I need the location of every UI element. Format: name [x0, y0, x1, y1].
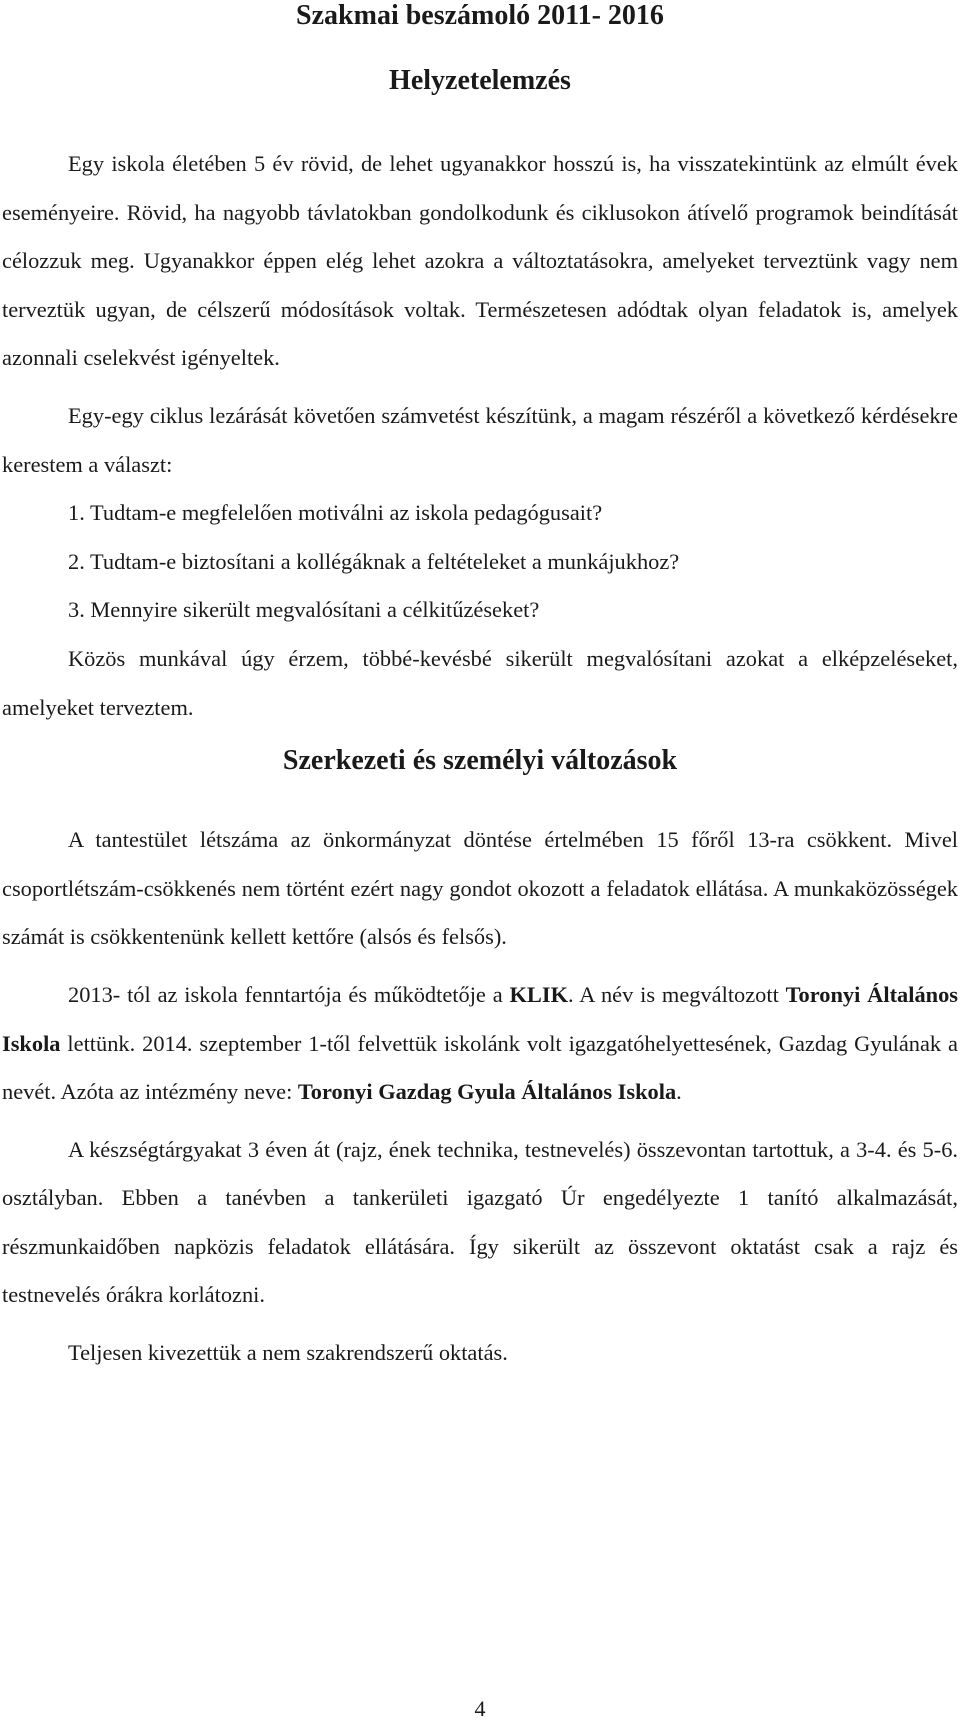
page-content: [2, 0, 958, 1378]
text-run: 2013- tól az iskola fenntartója és működtetője a: [68, 981, 510, 1007]
paragraph-skill-subjects: A készségtárgyakat 3 éven át (rajz, ének technika, testnevelés) összevontan tartottuk, a 3-4. és 5-6. osztályban. Ebben a tanévben a tankerületi igazgató Úr engedélyezte 1 tanító alkalmazását, részmunkaidőben napközis feladatok ellátására. Így sikerült az összevont oktatást csak a rajz és testnevelés órákra korlátozni.: [2, 1136, 958, 1308]
paragraph-non-specialized: Teljesen kivezettük a nem szakrendszerű oktatás.: [68, 1340, 508, 1366]
paragraph-summary: Közös munkával úgy érzem, többé-kevésbé sikerült megvalósítani azokat a elképzeléseket, amelyeket terveztem.: [2, 645, 958, 720]
paragraph-staff: A tantestület létszáma az önkormányzat döntése értelmében 15 főről 13-ra csökkent. Mivel csoportlétszám-csökkenés nem történt ezért nagy gondot okozott a feladatok ellátása. A munkaközösségek számát is csökkentenünk kellett kettőre (alsós és felsős).: [2, 827, 958, 950]
bold-klik: KLIK: [509, 981, 568, 1007]
bold-new-school-name: Toronyi Gazdag Gyula Általános Iskola: [297, 1079, 677, 1105]
section-heading-changes: Szerkezeti és személyi változások: [282, 745, 678, 777]
text-run: lettünk. 2014. szeptember 1-től felvettük iskolánk volt igazgatóhelyettesének, Gazdag Gyulának a nevét. Azóta az intézmény neve:: [2, 1030, 958, 1105]
paragraph-questions-intro: Egy-egy ciklus lezárását követően számvetést készítünk, a magam részéről a következő kérdésekre kerestem a választ:: [2, 402, 958, 477]
paragraph-intro: Egy iskola életében 5 év rövid, de lehet ugyanakkor hosszú is, ha visszatekintünk az elmúlt évek eseményeire. Rövid, ha nagyobb távlatokban gondolkodunk és ciklusokon átívelő programok beindítását célozzuk meg. Ugyanakkor éppen elég lehet azokra a változtatásokra, amelyeket terveztünk vagy nem terveztük ugyan, de célszerű módosítások voltak. Természetesen adódtak olyan feladatok is, amelyek azonnali cselekvést igényeltek.: [2, 151, 958, 371]
text-run: .: [676, 1079, 682, 1105]
bold-old-school-name: Toronyi Általános Iskola: [2, 981, 959, 1056]
question-item-3: 3. Mennyire sikerült megvalósítani a célkitűzéseket?: [68, 597, 540, 623]
question-item-1: 1. Tudtam-e megfelelően motiválni az iskola pedagógusait?: [68, 500, 603, 526]
section-heading-situation: Helyzetelemzés: [389, 65, 571, 96]
paragraph-name-change: [2, 971, 958, 1117]
page-number: 4: [474, 1696, 486, 1721]
question-item-2: 2. Tudtam-e biztosítani a kollégáknak a feltételeket a munkájukhoz?: [68, 548, 680, 574]
text-run: . A név is megváltozott: [567, 981, 786, 1007]
document-title: Szakmai beszámoló 2011- 2016: [296, 0, 664, 31]
